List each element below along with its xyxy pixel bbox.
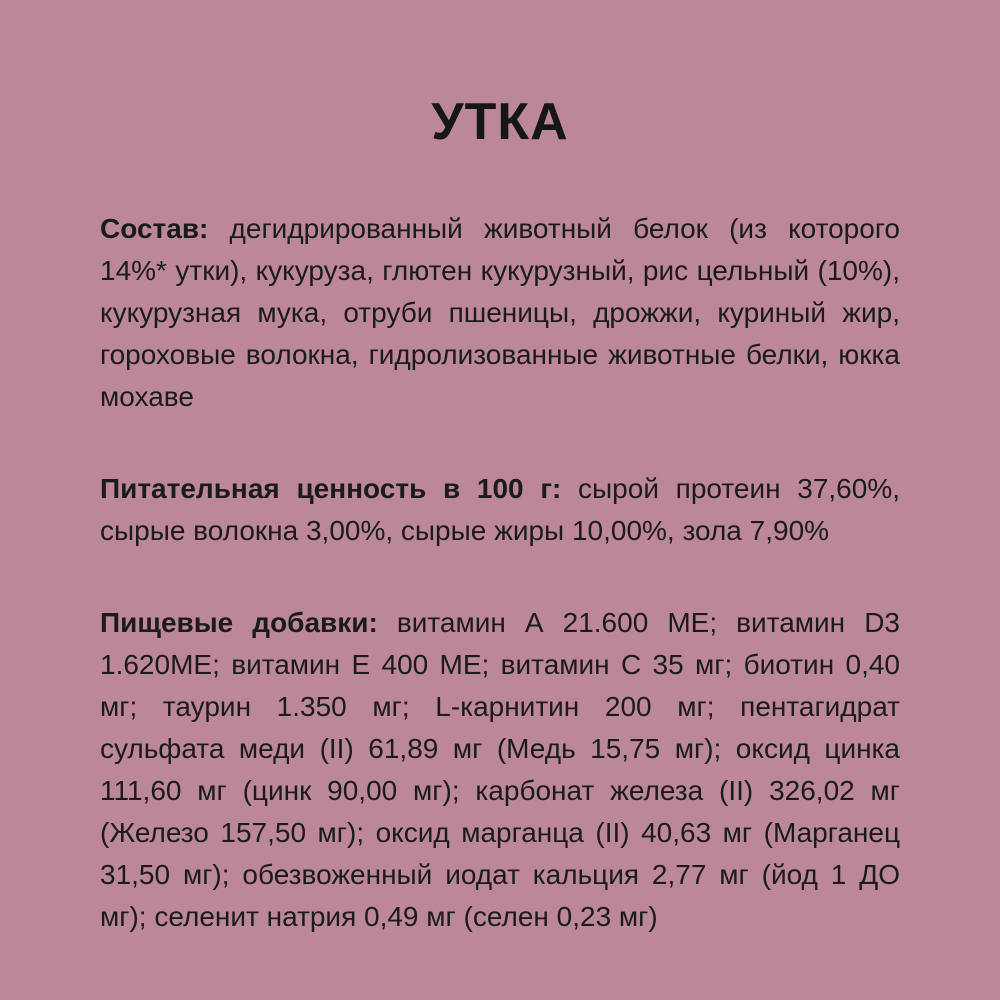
additives-text: витамин А 21.600 МЕ; витамин D3 1.620МЕ; витамин Е 400 МЕ; витамин С 35 мг; биотин 0,40 мг; таурин 1.350 мг; L-карнитин 200 мг; пентагидрат сульфата меди (II) 61,89 мг (Медь 15,75 мг); оксид цинка 111,60 мг (цинк 90,00 мг); карбонат железа (II) 326,02 мг (Железо 157,50 мг); оксид марганца (II) 40,63 мг (Марганец 31,50 мг); обезвоженный иодат кальция 2,77 мг (йод 1 ДО мг); селенит натрия 0,49 мг (селен 0,23 мг) [100,607,900,932]
label-content [0,208,1000,938]
composition-label: Состав: [100,213,209,244]
page-title: УТКА [431,93,569,151]
additives-section [100,602,900,938]
nutritional-value-section [100,468,900,552]
composition-section [100,208,900,418]
nutritional-value-text: сырой протеин 37,60%, сырые волокна 3,00%, сырые жиры 10,00%, зола 7,90% [100,473,901,546]
composition-text: дегидрированный животный белок (из которого 14%* утки), кукуруза, глютен кукурузный, рис цельный (10%), кукурузная мука, отруби пшеницы, дрожжи, куриный жир, гороховые волокна, гидролизованные животные белки, юкка мохаве [100,213,900,412]
additives-label: Пищевые добавки: [100,607,378,638]
nutritional-value-label: Питательная ценность в 100 г: [100,473,562,504]
